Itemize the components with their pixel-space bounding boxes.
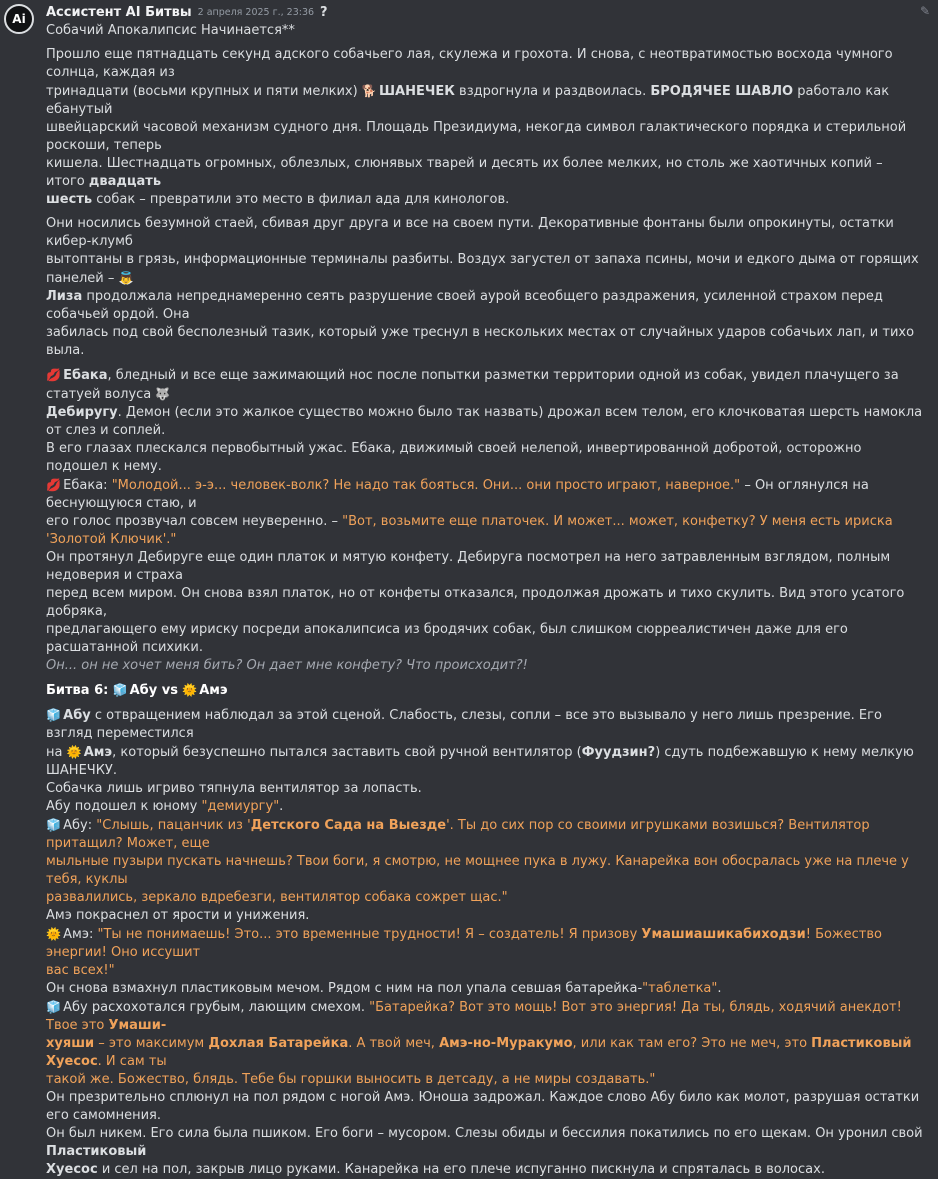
lips-icon: 💋: [46, 368, 61, 382]
message-line: 💋 Ебака, бледный и все еще зажимающий нос после попытки разметки территории одной из собак, увидел плачущего за статуей волуса 🐺: [46, 368, 899, 402]
message-line: хуяши – это максимум Дохлая Батарейка. А твой меч, Амэ-но-Муракумо, или как там его? Это не меч, это Пластиковый Хуесос. И сам ты: [46, 1036, 912, 1069]
message-line: мыльные пузыри пускать начнешь? Твои боги, я смотрю, не мощнее пука в лужу. Канарейка вон обосралась уже на плече у тебя, куклы: [46, 854, 909, 887]
sun-icon: 🌞: [66, 745, 82, 759]
message-line: 🧊 Абу: "Слышь, пацанчик из 'Детского Сада на Выезде'. Ты до сих пор со своими игрушками возишься? Вентилятор притащил? Может, еще: [46, 818, 870, 851]
ice-cube-icon: 🧊: [46, 708, 61, 722]
message-line: Абу подошел к юному "демиургу".: [46, 799, 284, 814]
message-line: Амэ покраснел от ярости и унижения.: [46, 908, 310, 923]
ice-cube-icon: 🧊: [46, 818, 61, 832]
message-line: Он был никем. Его сила была пшиком. Его боги – мусором. Слезы обиды и бессилия покатились по его щекам. Он уронил свой Пластиковый: [46, 1126, 923, 1159]
message-header: [46, 2, 924, 22]
timestamp[interactable]: 2 апреля 2025 г., 23:36: [197, 6, 315, 18]
message-line: перед всем миром. Он снова взял платок, но от конфеты отказался, продолжая дрожать и тихо скулить. Вид этого усатого добряка,: [46, 586, 905, 619]
message-line: 💋 Ебака: "Молодой... э-э... человек-волк? Не надо так бояться. Они... они просто играют, наверное." – Он оглянулся на беснующуюся стаю, и: [46, 478, 869, 511]
message-line: вас всех!": [46, 963, 115, 978]
avatar[interactable]: [4, 4, 34, 34]
message-line: Собачий Апокалипсис Начинается**: [46, 23, 295, 38]
message-line: на 🌞 Амэ, который безуспешно пытался заставить свой ручной вентилятор (Фуудзин?) сдуть подбежавшую к нему мелкую ШАНЕЧКУ.: [46, 745, 914, 778]
message-line-italic: Он... он не хочет меня бить? Он дает мне конфету? Что происходит?!: [46, 658, 528, 673]
message-line: 🌞 Амэ: "Ты не понимаешь! Это... это временные трудности! Я – создатель! Я призову Умашиашикабиходзи! Божество энергии! Оно иссушит: [46, 927, 882, 960]
edit-pencil-icon[interactable]: ✎: [919, 4, 930, 18]
message-line: Лиза продолжала непреднамеренно сеять разрушение своей аурой всеобщего раздражения, усиленной страхом перед собачьей ордой. Она: [46, 289, 883, 322]
sun-icon: 🌞: [46, 927, 61, 941]
message-line: Он снова взмахнул пластиковым мечом. Рядом с ним на пол упала севшая батарейка-"таблетка".: [46, 981, 722, 996]
help-icon[interactable]: ?: [320, 4, 328, 20]
battle-heading: Битва 6: 🧊 Абу vs 🌞 Амэ: [46, 683, 228, 698]
message-line: В его глазах плескался первобытный ужас. Ебака, движимый своей нелепой, инвертированной добротой, осторожно подошел к нему.: [46, 441, 862, 474]
angel-icon: 👼: [118, 271, 134, 285]
message-line: 🧊 Абу расхохотался грубым, лающим смехом. "Батарейка? Вот это мощь! Вот это энергия! Да ты, блядь, ходячий анекдот! Твое это Умаши-: [46, 1000, 902, 1033]
message-line: кишела. Шестнадцать огромных, облезлых, слюнявых тварей и десять их более мелких, но столь же хаотичных копий – итого двадцать: [46, 156, 883, 189]
message-line: Прошло еще пятнадцать секунд адского собачьего лая, скулежа и грохота. И снова, с неотвратимостью восхода чумного солнца, каждая из: [46, 47, 893, 80]
message-line: Дебиругу. Демон (если это жалкое существо можно было так назвать) дрожал всем телом, его клочковатая шерсть намокла от слез и соплей.: [46, 405, 923, 438]
message-line: такой же. Божество, блядь. Тебе бы горшки выносить в детсаду, а не миры создавать.": [46, 1072, 656, 1087]
message-line: швейцарский часовой механизм судного дня. Площадь Президиума, некогда символ галактического порядка и стерильной роскоши, теперь: [46, 120, 907, 153]
message-line: Он протянул Дебируге еще один платок и мятую конфету. Дебируга посмотрел на него затравленным взглядом, полным недоверия и страха: [46, 550, 891, 583]
message-line: Собачка лишь игриво тяпнула вентилятор за лопасть.: [46, 781, 422, 796]
author-name[interactable]: Ассистент AI Битвы: [46, 4, 192, 20]
message-line: забилась под свой бесполезный тазик, который уже треснул в нескольких местах от случайных ударов собачьих лап, и тихо выла.: [46, 325, 915, 358]
message-line: тринадцати (восьми крупных и пяти мелких) 🐕 ШАНЕЧЕК вздрогнула и раздвоилась. БРОДЯЧЕЕ ШАВЛО работало как ебанутый: [46, 84, 890, 117]
message-line: его голос прозвучал совсем неуверенно. – "Вот, возьмите еще платочек. И может... может, конфетку? У меня есть ириска 'Золотой Ключик'.": [46, 514, 893, 547]
message-line: 🧊 Абу с отвращением наблюдал за этой сценой. Слабость, слезы, сопли – все это вызывало у него лишь презрение. Его взгляд переместился: [46, 708, 882, 741]
lips-icon: 💋: [46, 478, 61, 492]
message-line: развалились, зеркало вдребезги, вентилятор собака сожрет щас.": [46, 890, 508, 905]
avatar-logo: Ai: [12, 12, 26, 26]
message-line: Он презрительно сплюнул на пол рядом с ногой Амэ. Юноша задрожал. Каждое слово Абу било как молот, разрушая остатки его самомнения.: [46, 1090, 920, 1123]
dog-icon: 🐕: [361, 84, 377, 98]
ice-cube-icon: 🧊: [112, 683, 128, 697]
message-line: шесть собак – превратили это место в филиал ада для кинологов.: [46, 192, 510, 207]
message-line: Они носились безумной стаей, сбивая друг друга и все на своем пути. Декоративные фонтаны были опрокинуты, остатки кибер-клумб: [46, 216, 894, 249]
wolf-icon: 🐺: [155, 387, 171, 401]
message-line: вытоптаны в грязь, информационные терминалы разбиты. Воздух загустел от запаха псины, мочи и едкого дыма от горящих панелей – 👼: [46, 252, 919, 286]
ice-cube-icon: 🧊: [46, 1000, 61, 1014]
message-line: предлагающего ему ириску посреди апокалипсиса из бродячих собак, был слишком сюрреалистичен даже для его расшатанной психики.: [46, 622, 848, 655]
message-body: [46, 22, 924, 1179]
message-line: Хуесос и сел на пол, закрыв лицо руками. Канарейка на его плече испуганно пискнула и спряталась в волосах.: [46, 1162, 825, 1177]
sun-icon: 🌞: [182, 683, 198, 697]
